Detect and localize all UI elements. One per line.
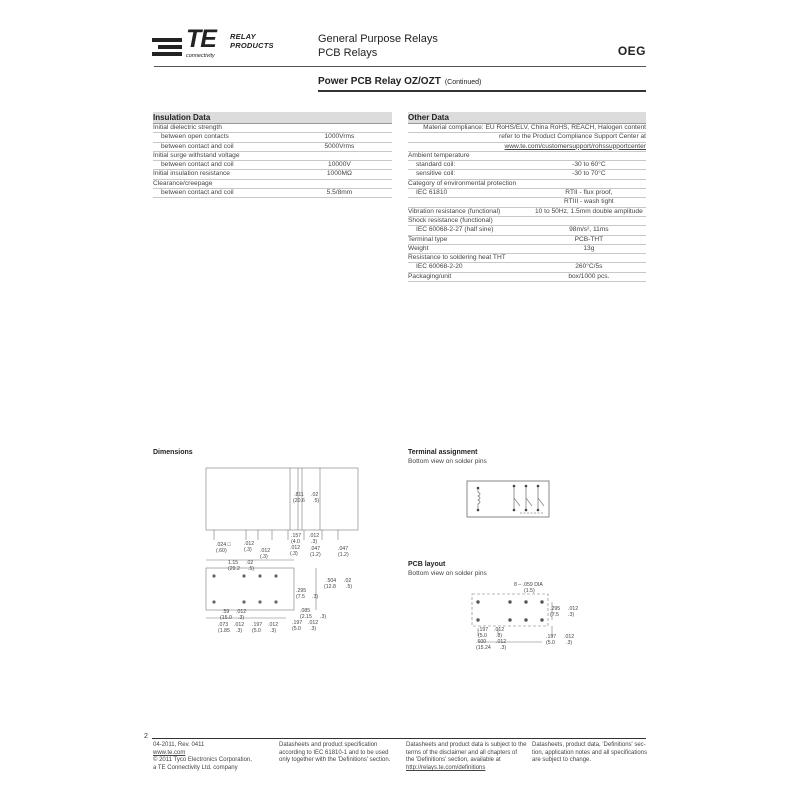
row-label: Vibration resistance (functional) (408, 207, 501, 215)
row-label: Terminal type (408, 235, 448, 243)
row-value: 5000Vrms (324, 142, 355, 150)
table-row (153, 151, 392, 160)
table-row (153, 124, 392, 133)
row-value: 1000MΩ (326, 170, 352, 178)
dim-label: .3) (270, 628, 277, 634)
dim-label: (.60) (216, 548, 227, 554)
dim-label: .073 (218, 622, 229, 628)
row-label: Shock resistance (functional) (408, 216, 493, 224)
footer-col-4: Datasheets, product data, 'Definitions' sec- tion, application notes and all specifications are subject to change. (532, 742, 648, 764)
table-row (408, 263, 646, 272)
row-value: 13g (583, 244, 595, 252)
logo-wordmark: TE (186, 25, 216, 53)
dim-label: .02 (344, 578, 352, 584)
row-label: between contact and coil (161, 142, 234, 150)
row-value (532, 254, 646, 263)
pcb-layout-drawing (462, 580, 582, 652)
row-value (532, 151, 646, 160)
dim-label: (1.2) (338, 552, 349, 558)
row-value: 10000V (328, 161, 351, 169)
dim-label: .197 (292, 620, 303, 626)
dim-label: .024 □ (216, 542, 231, 548)
table-row (408, 198, 646, 207)
row-label: Packaging/unit (408, 272, 452, 280)
table-row (408, 189, 646, 198)
insulation-data-title: Insulation Data (153, 112, 392, 124)
brand-label: OEG (617, 44, 646, 58)
row-label: Initial insulation resistance (153, 170, 230, 178)
logo-connectivity: connectivity (186, 53, 215, 59)
terminal-assignment-diagram (466, 480, 550, 518)
dim-label: (1.2) (310, 552, 321, 558)
footer-website-link[interactable]: www.te.com (153, 749, 186, 756)
dim-label: .3) (238, 615, 245, 621)
pcb-layout-title: PCB layout (408, 561, 446, 568)
table-row (408, 170, 646, 179)
dim-label: .02 (311, 492, 319, 498)
table-row (153, 170, 392, 179)
row-label: Weight (408, 244, 429, 252)
dim-label: (12.8 (324, 584, 336, 590)
dim-label: .012 (260, 548, 271, 554)
footer-col-1: 04-2011, Rev. 0411 www.te.com © 2011 Tyco Electronics Corporation, a TE Connectivity Ltd. company (153, 742, 273, 772)
compliance-label: Material compliance: EU RoHS/ELV, China RoHS, REACH, Halogen content (423, 124, 646, 131)
row-label: Initial dielectric strength (153, 124, 222, 131)
dim-label: (5.0 (546, 640, 555, 646)
row-label: Clearance/creepage (153, 179, 213, 187)
dim-label: .3) (311, 539, 318, 545)
other-data-section (408, 112, 646, 282)
dim-label: (.3) (290, 551, 298, 557)
title-note: (Continued) (444, 79, 482, 86)
dim-label: (5.0 (478, 633, 487, 639)
table-row (408, 216, 646, 225)
other-data-table (408, 124, 646, 282)
footer-rule (152, 738, 646, 739)
row-value: 5.5/8mm (326, 189, 353, 197)
table-row (408, 244, 646, 253)
table-row (153, 179, 392, 188)
page-number: 2 (144, 733, 148, 740)
row-label: standard coil: (416, 161, 456, 169)
dim-label: .012 (564, 634, 575, 640)
dim-label: .012 (290, 545, 301, 551)
row-value: 10 to 50Hz, 1.5mm double amplitude (534, 207, 643, 215)
dim-label: (15.0 (220, 615, 232, 621)
category-line-1: General Purpose Relays (318, 33, 438, 45)
page-title: Power PCB Relay OZ/OZT (Continued) (318, 76, 482, 87)
row-value: PCB-THT (574, 235, 604, 243)
dim-label: .012 (309, 533, 320, 539)
row-value: RTIII - wash tight (564, 198, 614, 206)
row-label: between contact and coil (161, 161, 234, 169)
dim-label: (7.5 (550, 612, 559, 618)
dim-label: .012 (568, 606, 579, 612)
row-label: Resistance to soldering heat THT (408, 254, 506, 262)
dim-label: (.3) (260, 554, 268, 560)
dim-label: 1.15 (228, 560, 239, 566)
table-row (408, 207, 646, 216)
dim-label: .02 (246, 560, 254, 566)
dim-label: (1.5) (524, 588, 535, 594)
dim-label: (15.24 (476, 645, 491, 651)
table-row (408, 235, 646, 244)
footer-definitions-link[interactable]: http://relays.te.com/definitions (406, 764, 486, 771)
table-row (153, 161, 392, 170)
table-row (408, 133, 646, 142)
table-row (153, 142, 392, 151)
terminal-assignment-title: Terminal assignment (408, 449, 478, 456)
footer-col-3: Datasheets and product data is subject to the terms of the disclaimer and all chapters of the 'Definitions' section, available at http://relays.te.com/definitions (406, 742, 527, 771)
row-label: between open contacts (161, 133, 229, 141)
other-data-title: Other Data (408, 112, 646, 124)
dim-label: .295 (550, 606, 561, 612)
table-row (408, 124, 646, 133)
category-line-2: PCB Relays (318, 47, 378, 59)
dim-label: .157 (291, 533, 302, 539)
row-value (532, 216, 646, 225)
row-value (532, 179, 646, 188)
row-label: sensitive coil: (416, 170, 456, 178)
dim-label: .3) (500, 645, 507, 651)
dimensions-drawing (190, 460, 370, 640)
row-label: IEC 60068-2-27 (half sine) (416, 226, 494, 234)
row-label (408, 198, 532, 207)
row-value: -30 to 70°C (572, 170, 606, 178)
dim-label: .012 (494, 627, 505, 633)
title-rule (318, 90, 646, 92)
row-label: between contact and coil (161, 189, 234, 197)
dim-label: .3) (320, 614, 327, 620)
dim-label: .012 (268, 622, 279, 628)
insulation-data-table (153, 124, 392, 198)
dim-label: .012 (496, 639, 507, 645)
dim-label: .504 (326, 578, 337, 584)
row-label: Category of environmental protection (408, 179, 517, 187)
table-row (408, 161, 646, 170)
table-row (408, 226, 646, 235)
dim-label: .3) (310, 626, 317, 632)
dim-label: .3) (566, 640, 573, 646)
compliance-line-2: refer to the Product Compliance Support Center at (499, 133, 646, 141)
logo-relay-products: RELAY PRODUCTS (230, 32, 274, 50)
dim-label: .012 (236, 609, 247, 615)
dimensions-title: Dimensions (153, 449, 193, 456)
table-row (408, 151, 646, 160)
row-value: box/1000 pcs. (568, 272, 610, 280)
dim-label: .5) (313, 498, 320, 504)
row-label: IEC 61810 (416, 189, 448, 197)
table-row (153, 133, 392, 142)
insulation-data-section (153, 112, 392, 198)
dim-label: .197 (546, 634, 557, 640)
row-value: 260°C/5s (575, 263, 603, 271)
row-label: IEC 60068-2-20 (416, 263, 463, 271)
dim-label: (1.85 (218, 628, 230, 634)
dim-label: .047 (338, 546, 349, 552)
dim-label: .085 (300, 608, 311, 614)
row-label: Initial surge withstand voltage (153, 151, 240, 159)
dim-label: .3) (312, 594, 319, 600)
row-value: -30 to 60°C (572, 161, 606, 169)
dim-label: (7.5 (296, 594, 305, 600)
table-row (408, 254, 646, 263)
compliance-link[interactable]: www.te.com/customersupport/rohssupportcenter (504, 142, 646, 150)
header-rule (154, 66, 646, 67)
dim-label: (5.0 (292, 626, 301, 632)
table-row (408, 272, 646, 281)
row-value (287, 124, 392, 133)
dim-label: .5) (248, 566, 255, 572)
dim-label: 8 – .059 DIA (514, 582, 543, 588)
dim-label: .012 (244, 541, 255, 547)
pcb-layout-subtitle: Bottom view on solder pins (408, 570, 487, 577)
dim-label: (4.0 (291, 539, 300, 545)
dim-label: (5.0 (252, 628, 261, 634)
dim-label: .295 (296, 588, 307, 594)
dim-label: .3) (568, 612, 575, 618)
row-value: RTII - flux proof, (565, 189, 613, 197)
table-row (408, 142, 646, 151)
dim-label: .59 (222, 609, 230, 615)
dim-label: .5) (346, 584, 353, 590)
dim-label: .600 (476, 639, 487, 645)
dim-label: (29.2 (228, 566, 240, 572)
row-value: 98m/s², 11ms (569, 226, 609, 234)
dim-label: .3) (496, 633, 503, 639)
footer-col-2: Datasheets and product specification according to IEC 61810-1 and to be used only together with the 'Definitions' section. (279, 742, 391, 764)
dim-label: .197 (478, 627, 489, 633)
table-row (153, 189, 392, 198)
row-value (287, 179, 392, 188)
dim-label: (.3) (244, 547, 252, 553)
dim-label: .012 (234, 622, 245, 628)
table-row (408, 179, 646, 188)
row-label: Ambient temperature (408, 151, 470, 159)
dim-label: .197 (252, 622, 263, 628)
dim-label: .811 (294, 492, 304, 498)
dim-label: (20.6 (293, 498, 305, 504)
terminal-assignment-subtitle: Bottom view on solder pins (408, 458, 487, 465)
row-value: 1000Vrms (324, 133, 355, 141)
category-title (318, 32, 438, 60)
dim-label: .012 (308, 620, 319, 626)
dim-label: .3) (236, 628, 243, 634)
row-value (287, 151, 392, 160)
dim-label: .047 (310, 546, 321, 552)
dim-label: (2.15 (300, 614, 312, 620)
